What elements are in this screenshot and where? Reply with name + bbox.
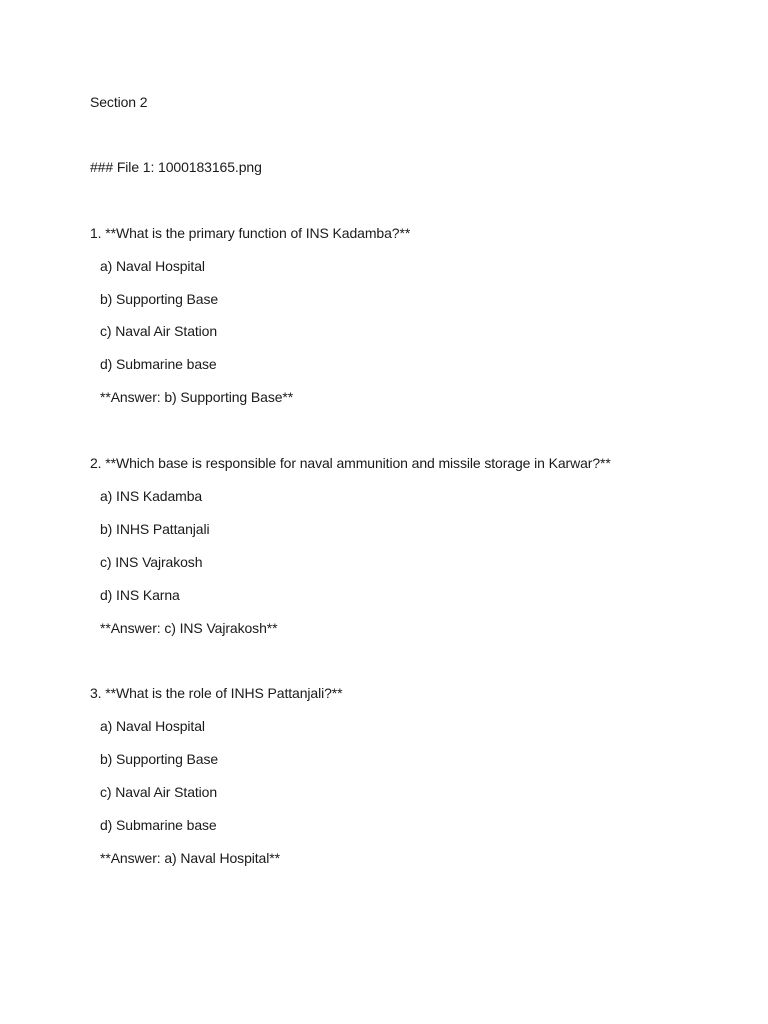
option-text: d) INS Karna <box>100 587 180 603</box>
option-text: a) Naval Hospital <box>100 718 205 734</box>
option-text: a) INS Kadamba <box>100 488 203 504</box>
question-text: 1. **What is the primary function of INS Kadamba?** <box>90 225 411 241</box>
option-text: b) Supporting Base <box>100 751 219 767</box>
option-text: b) Supporting Base <box>100 291 219 307</box>
option-text: c) INS Vajrakosh <box>100 554 203 570</box>
answer-text: **Answer: a) Naval Hospital** <box>100 850 280 866</box>
section-title: Section 2 <box>90 94 148 110</box>
question-text: 2. **Which base is responsible for naval ammunition and missile storage in Karwar?** <box>90 455 611 471</box>
option-text: c) Naval Air Station <box>100 784 218 800</box>
option-text: d) Submarine base <box>100 356 217 372</box>
option-text: a) Naval Hospital <box>100 258 205 274</box>
answer-text: **Answer: c) INS Vajrakosh** <box>100 620 278 636</box>
answer-text: **Answer: b) Supporting Base** <box>100 389 294 405</box>
option-text: c) Naval Air Station <box>100 323 218 339</box>
question-text: 3. **What is the role of INHS Pattanjali?** <box>90 685 343 701</box>
option-text: d) Submarine base <box>100 817 217 833</box>
option-text: b) INHS Pattanjali <box>100 521 210 537</box>
file-heading: ### File 1: 1000183165.png <box>90 159 262 175</box>
